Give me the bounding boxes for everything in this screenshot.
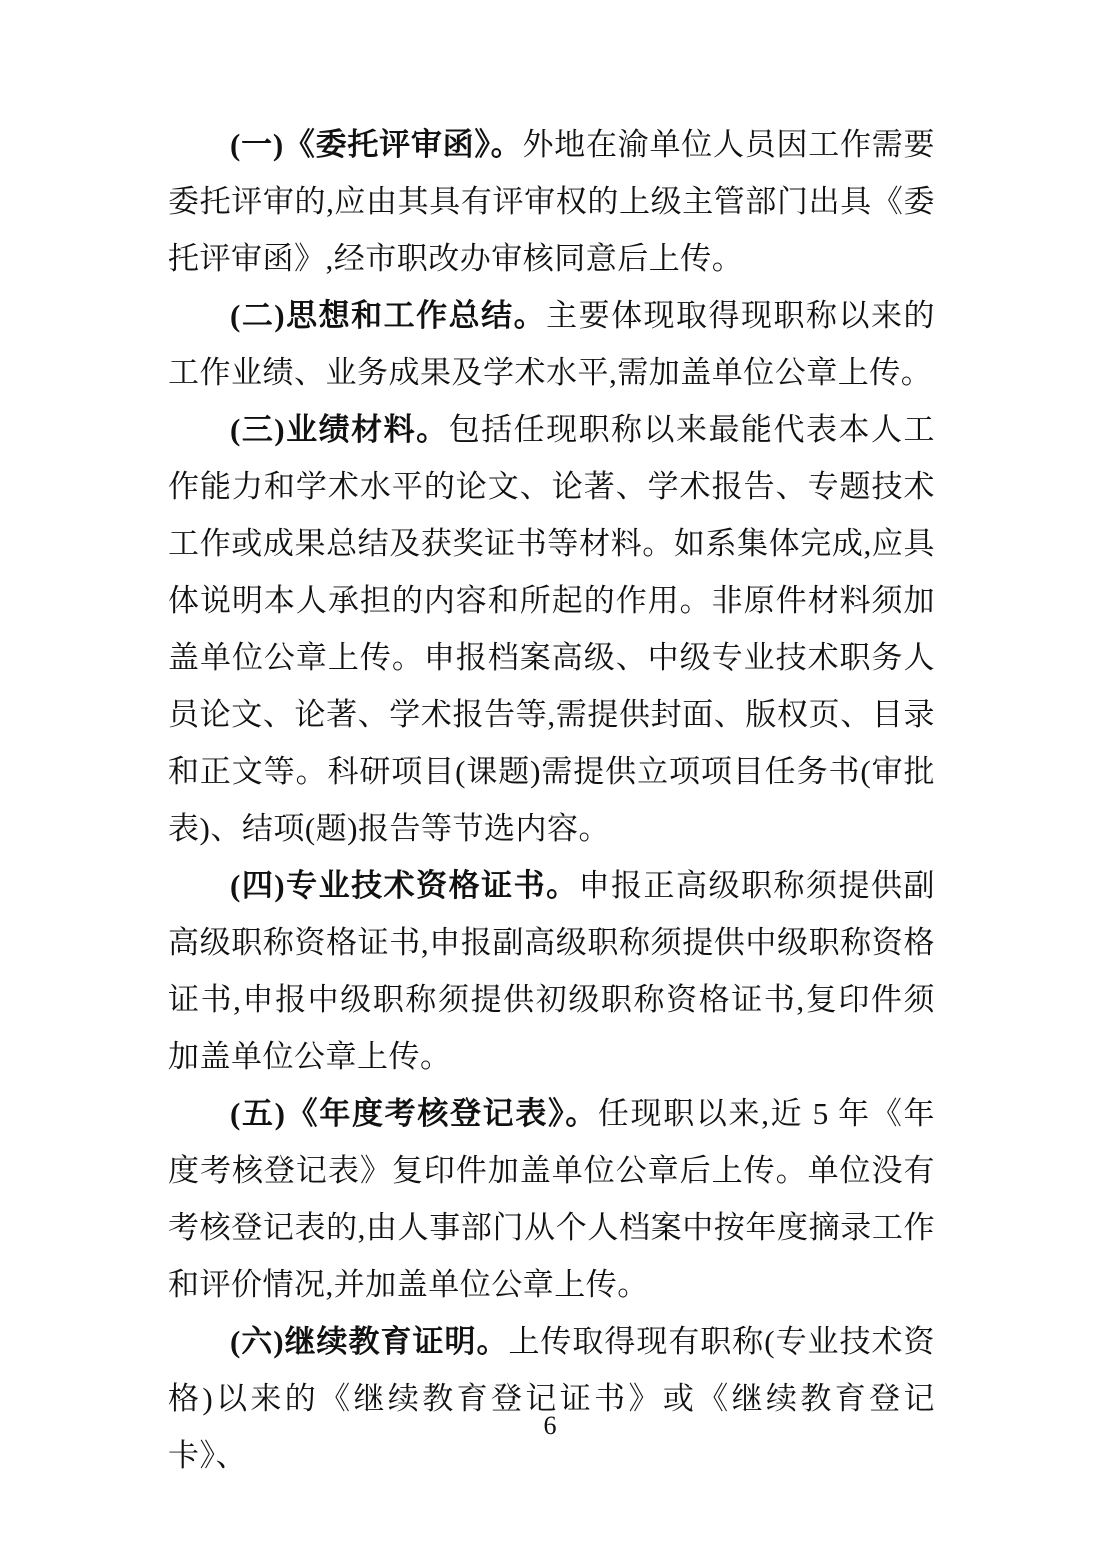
document-body: [168, 116, 935, 1484]
paragraph-heading: (二)思想和工作总结。: [230, 298, 547, 333]
paragraph-text: 任现职以来,近 5 年《年度考核登记表》复印件加盖单位公章后上传。单位没有考核登记表的,由人事部门从个人档案中按年度摘录工作和评价情况,并加盖单位公章上传。: [168, 1096, 936, 1302]
paragraph-heading: (一)《委托评审函》。: [230, 127, 523, 162]
paragraph-heading: (四)专业技术资格证书。: [230, 868, 579, 903]
paragraph-text: 外地在渝单位人员因工作需要委托评审的,应由其具有评审权的上级主管部门出具《委托评审函》,经市职改办审核同意后上传。: [168, 127, 936, 276]
paragraph-text: 主要体现取得现职称以来的工作业绩、业务成果及学术水平,需加盖单位公章上传。: [168, 298, 935, 390]
paragraph-text: 申报正高级职称须提供副高级职称资格证书,申报副高级职称须提供中级职称资格证书,申报中级职称须提供初级职称资格证书,复印件须加盖单位公章上传。: [168, 868, 935, 1074]
paragraph: [168, 116, 935, 287]
paragraph-heading: (六)继续教育证明。: [230, 1324, 509, 1359]
paragraph: [168, 1313, 935, 1484]
paragraph-heading: (三)业绩材料。: [230, 412, 449, 447]
paragraph-text: 包括任现职称以来最能代表本人工作能力和学术水平的论文、论著、学术报告、专题技术工作或成果总结及获奖证书等材料。如系集体完成,应具体说明本人承担的内容和所起的作用。非原件材料须加盖单位公章上传。申报档案高级、中级专业技术职务人员论文、论著、学术报告等,需提供封面、版权页、目录和正文等。科研项目(课题)需提供立项项目任务书(审批表)、结项(题)报告等节选内容。: [168, 412, 935, 846]
paragraph-text: 上传取得现有职称(专业技术资格)以来的《继续教育登记证书》或《继续教育登记卡》、: [168, 1324, 935, 1473]
paragraph: [168, 401, 935, 857]
page-number: 6: [543, 1411, 557, 1440]
paragraph: [168, 857, 935, 1085]
paragraph-heading: (五)《年度考核登记表》。: [230, 1096, 598, 1131]
paragraph: [168, 287, 935, 401]
paragraph: [168, 1085, 935, 1313]
